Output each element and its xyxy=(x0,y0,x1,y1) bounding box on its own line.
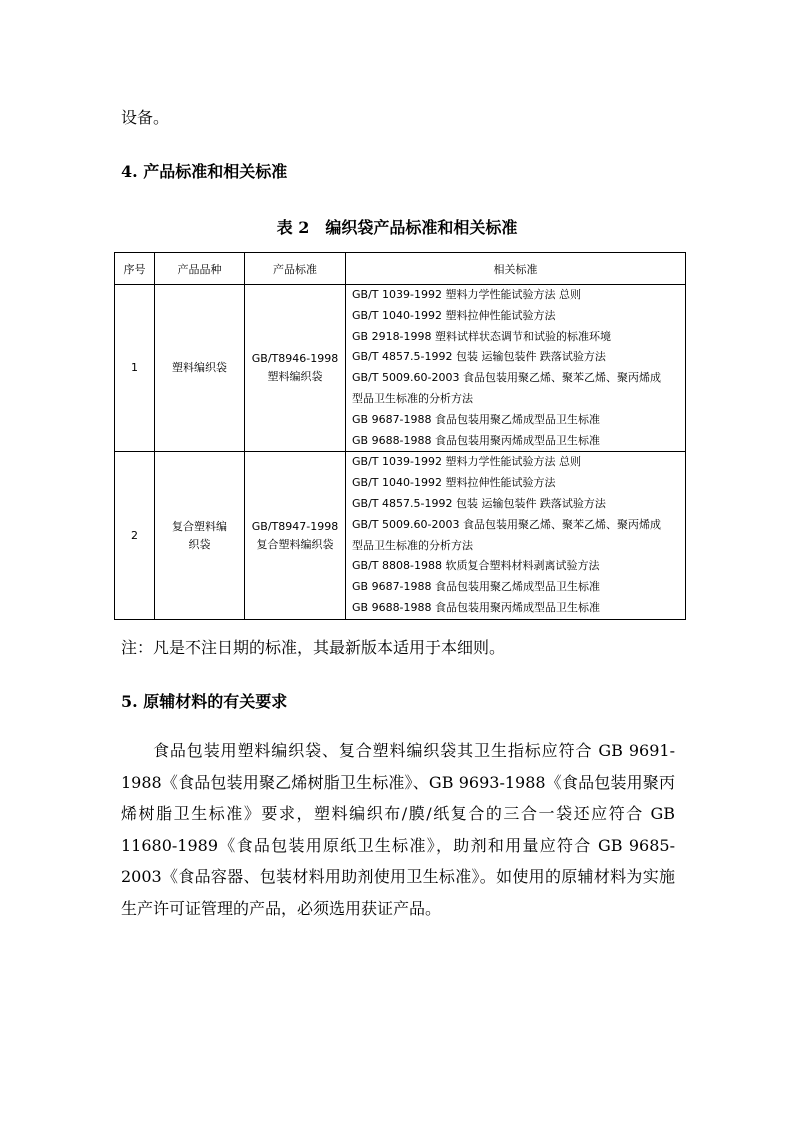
row-variety xyxy=(155,452,245,619)
table-note: 注：凡是不注日期的标准，其最新版本适用于本细则。 xyxy=(121,638,506,657)
table-row xyxy=(115,285,686,452)
header-variety: 产品品种 xyxy=(155,253,245,285)
row-product-standard xyxy=(245,285,346,452)
table-caption: 表 2 编织袋产品标准和相关标准 xyxy=(276,218,518,237)
standard-code: GB/T8947-1998 xyxy=(251,519,339,533)
row-related-standards xyxy=(346,285,686,452)
row-no: 2 xyxy=(115,452,155,619)
header-no: 序号 xyxy=(115,253,155,285)
variety-line: 织袋 xyxy=(188,537,211,551)
related-standard-item: GB/T 4857.5-1992 包装 运输包装件 跌落试验方法 xyxy=(352,350,606,364)
section-5-paragraph: 食品包装用塑料编织袋、复合塑料编织袋其卫生指标应符合 GB 9691-1988《食品包装用聚乙烯树脂卫生标准》、GB 9693-1988《食品包装用聚丙烯树脂卫生标准》要求，塑料编织布/膜/纸复合的三合一袋还应符合 GB 11680-1989《食品包装用原纸卫生标准》，助剂和用量应符合 GB 9685-2003《食品容器、包装材料用助剂使用卫生标准》。如使用的原辅材料为实施生产许可证管理的产品，必须选用获证产品。 xyxy=(121,741,675,918)
related-standard-item: GB/T 4857.5-1992 包装 运输包装件 跌落试验方法 xyxy=(352,496,606,510)
related-standard-item: 型品卫生标准的分析方法 xyxy=(352,391,473,405)
standard-code: GB/T8946-1998 xyxy=(251,352,339,366)
row-related-standards xyxy=(346,452,686,619)
related-standard-item: GB 9688-1988 食品包装用聚丙烯成型品卫生标准 xyxy=(352,600,601,614)
row-no: 1 xyxy=(115,285,155,452)
header-product-standard: 产品标准 xyxy=(245,253,346,285)
related-standard-item: GB/T 1039-1992 塑料力学性能试验方法 总则 xyxy=(352,288,581,301)
table-row xyxy=(115,452,686,619)
intro-line: 设备。 xyxy=(121,108,170,127)
related-standard-item: GB 9687-1988 食品包装用聚乙烯成型品卫生标准 xyxy=(352,580,601,594)
related-standard-item: 型品卫生标准的分析方法 xyxy=(352,538,473,552)
related-standard-item: GB/T 8808-1988 软质复合塑料材料剥离试验方法 xyxy=(352,559,600,573)
related-standard-item: GB/T 5009.60-2003 食品包装用聚乙烯、聚苯乙烯、聚丙烯成 xyxy=(352,371,661,385)
standard-name: 塑料编织袋 xyxy=(267,370,323,384)
row-product-standard xyxy=(245,452,346,619)
standard-name: 复合塑料编织袋 xyxy=(256,537,334,551)
section-5-heading: 5. 原辅材料的有关要求 xyxy=(121,692,288,711)
section-4-heading: 4. 产品标准和相关标准 xyxy=(121,162,288,181)
related-standard-item: GB/T 1040-1992 塑料拉伸性能试验方法 xyxy=(352,308,556,322)
related-standard-item: GB 9687-1988 食品包装用聚乙烯成型品卫生标准 xyxy=(352,412,601,426)
table-header-row xyxy=(115,253,686,285)
standards-table xyxy=(114,252,686,620)
row-variety: 塑料编织袋 xyxy=(155,285,245,452)
header-related-standards: 相关标准 xyxy=(346,253,686,285)
related-standard-item: GB 2918-1998 塑料试样状态调节和试验的标准环境 xyxy=(352,329,612,343)
related-standard-item: GB/T 5009.60-2003 食品包装用聚乙烯、聚苯乙烯、聚丙烯成 xyxy=(352,517,661,531)
variety-line: 复合塑料编 xyxy=(172,519,227,533)
related-standard-item: GB/T 1039-1992 塑料力学性能试验方法 总则 xyxy=(352,455,581,469)
related-standard-item: GB/T 1040-1992 塑料拉伸性能试验方法 xyxy=(352,476,556,490)
related-standard-item: GB 9688-1988 食品包装用聚丙烯成型品卫生标准 xyxy=(352,433,601,447)
